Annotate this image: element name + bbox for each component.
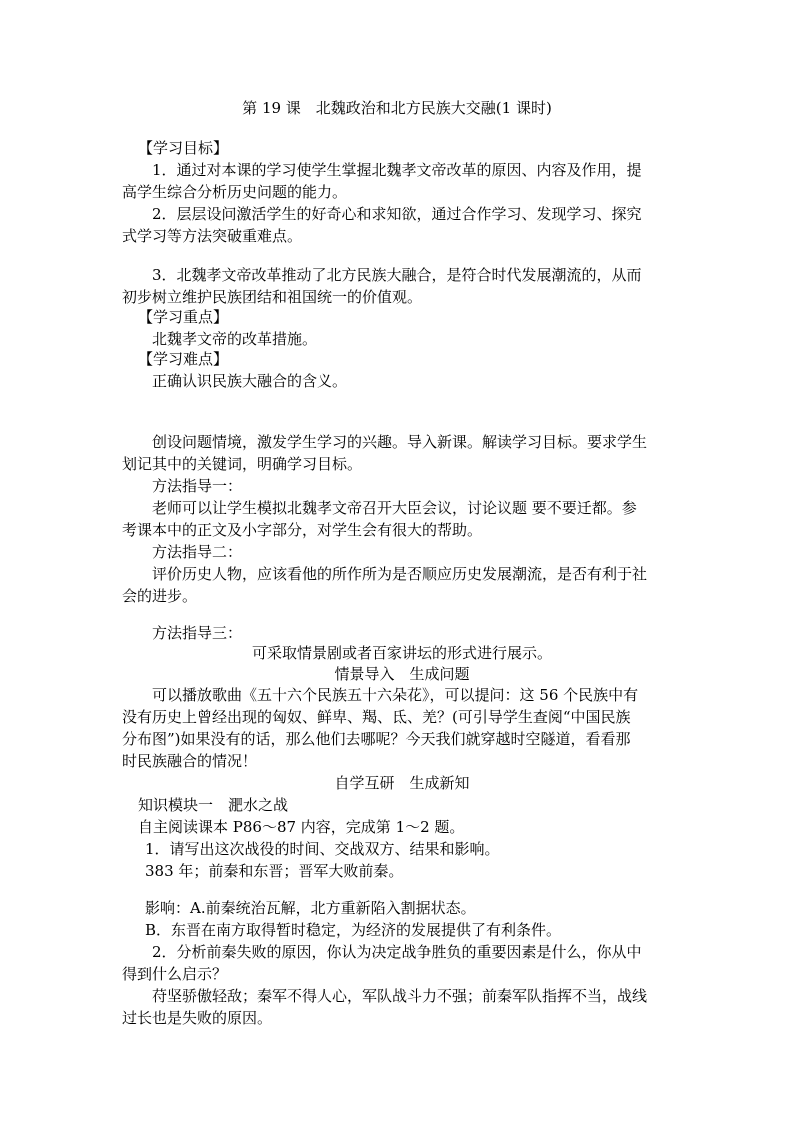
answer-2-line-2: 过长也是失败的原因。 [122,1009,273,1027]
section-heading-self-study: 自学互研 生成新知 [334,774,470,792]
reading-instruction: 自主阅读课本 P86～87 内容，完成第 1～2 题。 [138,818,465,836]
objective-1-line-1: 1．通过对本课的学习使学生掌握北魏孝文帝改革的原因、内容及作用，提 [152,161,642,179]
question-2-line-2: 得到什么启示？ [122,965,228,983]
method-1-heading: 方法指导一： [152,477,243,495]
scenario-line-3: 分布图”)如果没有的话，那么他们去哪呢？今天我们就穿越时空隧道，看看那 [122,730,631,748]
scenario-line-4: 时民族融合的情况！ [122,752,258,770]
difficult-points-text: 正确认识民族大融合的含义。 [152,372,348,390]
module-1-heading: 知识模块一 淝水之战 [138,796,289,814]
lesson-title: 第 19 课 北魏政治和北方民族大交融(1 课时) [242,99,552,117]
method-2-line-2: 会的进步。 [122,587,198,605]
scenario-line-2: 没有历史上曾经出现的匈奴、鲜卑、羯、氐、羌？(可引导学生查阅“中国民族 [122,708,631,726]
objective-3-line-1: 3．北魏孝文帝改革推动了北方民族大融合，是符合时代发展潮流的，从而 [152,266,642,284]
method-3-heading: 方法指导三： [152,624,243,642]
objective-3-line-2: 初步树立维护民族团结和祖国统一的价值观。 [122,288,423,306]
answer-1-impact-a: 影响：A.前秦统治瓦解，北方重新陷入割据状态。 [145,899,476,917]
section-heading-scenario: 情景导入 生成问题 [334,665,470,683]
method-2-heading: 方法指导二： [152,543,243,561]
objective-2-line-1: 2．层层设问激活学生的好奇心和求知欲，通过合作学习、发现学习、探究 [152,205,642,223]
answer-2-line-1: 苻坚骄傲轻敌；秦军不得人心，军队战斗力不强；前秦军队指挥不当，战线 [152,987,648,1005]
answer-1: 383 年；前秦和东晋；晋军大败前秦。 [145,862,404,880]
objective-1-line-2: 高学生综合分析历史问题的能力。 [122,183,348,201]
method-2-line-1: 评价历史人物，应该看他的所作所为是否顺应历史发展潮流，是否有利于社 [152,565,648,583]
key-points-text: 北魏孝文帝的改革措施。 [152,330,318,348]
intro-line-2: 划记其中的关键词，明确学习目标。 [122,455,363,473]
heading-key-points: 【学习重点】 [138,308,229,326]
method-1-line-2: 考课本中的正文及小字部分，对学生会有很大的帮助。 [122,521,483,539]
intro-line-1: 创设问题情境，激发学生学习的兴趣。导入新课。解读学习目标。要求学生 [152,433,648,451]
scenario-line-1: 可以播放歌曲《五十六个民族五十六朵花》，可以提问：这 56 个民族中有 [152,686,639,704]
answer-1-impact-b: B．东晋在南方取得暂时稳定，为经济的发展提供了有利条件。 [145,921,562,939]
method-3-text: 可采取情景剧或者百家讲坛的形式进行展示。 [251,644,552,662]
question-2-line-1: 2．分析前秦失败的原因，你认为决定战争胜负的重要因素是什么，你从中 [152,943,642,961]
question-1: 1．请写出这次战役的时间、交战双方、结果和影响。 [145,840,500,858]
heading-difficult-points: 【学习难点】 [138,350,229,368]
method-1-line-1: 老师可以让学生模拟北魏孝文帝召开大臣会议，讨论议题 要不要迁都。参 [152,499,637,517]
objective-2-line-2: 式学习等方法突破重难点。 [122,227,303,245]
heading-learning-objectives: 【学习目标】 [138,139,229,157]
